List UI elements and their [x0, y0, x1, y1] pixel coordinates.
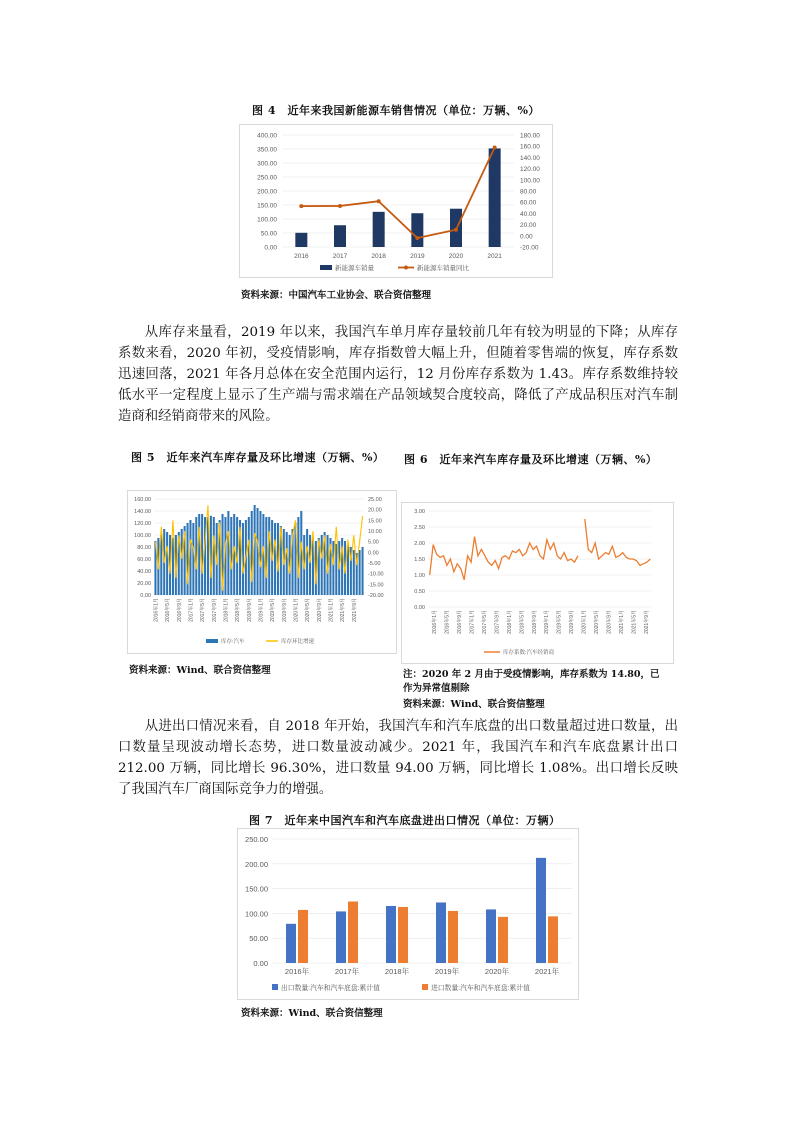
- figure7-svg: [238, 829, 578, 999]
- legend-marker-yoy: [404, 266, 408, 270]
- y-right-tick-label: 0.00: [520, 233, 533, 241]
- x-tick-label: 2018年5月: [519, 610, 526, 634]
- y-right-tick-label: 100.00: [520, 177, 540, 185]
- x-tick-label: 2019年9月: [281, 598, 288, 622]
- y-tick-label: 0.50: [414, 589, 425, 595]
- x-tick-label: 2021年9月: [643, 610, 650, 634]
- bar-inventory: [265, 517, 267, 595]
- bar-inventory: [268, 517, 270, 595]
- line-inventory-coefficient: [585, 519, 650, 565]
- point-yoy: [454, 228, 458, 232]
- y-right-tick-label: -10.00: [368, 571, 384, 578]
- bar-inventory: [286, 532, 288, 595]
- x-tick-label: 2019年5月: [270, 598, 277, 622]
- bar-export: [336, 911, 346, 963]
- bar-inventory: [359, 550, 361, 595]
- x-tick-label: 2019年1月: [258, 598, 265, 622]
- x-tick-label: 2020年9月: [606, 610, 613, 634]
- legend-label-inventory: 库存:汽车: [221, 639, 245, 645]
- bar-sales: [295, 233, 307, 247]
- figure4-caption: 图 4 近年来我国新能源车销售情况（单位：万辆、%）: [252, 104, 540, 117]
- legend-swatch-sales: [320, 265, 332, 270]
- bar-inventory: [362, 547, 364, 595]
- figure4-source: 资料来源：中国汽车工业协会、联合资信整理: [241, 290, 432, 301]
- x-tick-label: 2016年1月: [432, 610, 439, 634]
- bar-inventory: [181, 529, 183, 595]
- x-tick-label: 2020年5月: [305, 598, 312, 622]
- y-left-tick-label: 400.00: [257, 132, 277, 140]
- y-tick-label: 1.50: [414, 557, 425, 563]
- bar-export: [536, 858, 546, 963]
- paragraph-trade: [118, 716, 678, 800]
- y-right-tick-label: 180.00: [520, 132, 540, 140]
- y-left-tick-label: 200.00: [257, 188, 277, 196]
- bar-sales: [489, 148, 501, 247]
- point-yoy: [415, 236, 419, 240]
- x-tick-label: 2017: [332, 253, 348, 260]
- x-tick-label: 2017年5月: [200, 598, 207, 622]
- y-right-tick-label: 20.00: [368, 507, 382, 514]
- bar-inventory: [335, 544, 337, 595]
- paragraph-inventory-text: 从库存来量看，2019 年以来，我国汽车单月库存量较前几年有较为明显的下降；从库存系数来看，2020 年初，受疫情影响，库存指数曾大幅上升，但随着零售端的恢复，库存系数迅速回落，2021 年各月总体在安全范围内运行，12 月份库存系数为 1.43。库存系数维持较低水平一定程度上显示了生产端与需求端在产品领域契合度较高，降低了产成品积压对汽车制造商和经销商带来的风险。: [118, 325, 678, 424]
- bar-inventory: [172, 538, 174, 595]
- x-tick-label: 2021年5月: [631, 610, 638, 634]
- y-tick-label: 0.00: [414, 605, 425, 611]
- bar-sales: [373, 212, 385, 247]
- bar-inventory: [166, 532, 168, 595]
- bar-inventory: [192, 523, 194, 595]
- bar-inventory: [306, 529, 308, 595]
- y-left-tick-label: 150.00: [257, 202, 277, 210]
- x-tick-label: 2021年5月: [340, 598, 347, 622]
- x-tick-label: 2016年: [284, 967, 310, 976]
- bar-export: [386, 906, 396, 963]
- x-tick-label: 2017年9月: [494, 610, 501, 634]
- x-tick-label: 2019年: [434, 967, 460, 976]
- y-right-tick-label: 120.00: [520, 166, 540, 174]
- y-left-tick-label: 100.00: [134, 533, 151, 539]
- y-left-tick-label: 80.00: [137, 545, 151, 551]
- x-tick-label: 2017年: [334, 967, 360, 976]
- y-right-tick-label: 80.00: [520, 188, 537, 196]
- y-right-tick-label: 40.00: [520, 210, 537, 218]
- y-tick-label: 100.00: [245, 909, 268, 919]
- legend-label-export: 出口数量:汽车和汽车底盘:累计值: [281, 985, 380, 992]
- figure6-caption: 图 6 近年来汽车库存量及环比增速（万辆、%）: [404, 453, 658, 466]
- y-left-tick-label: 20.00: [137, 581, 151, 587]
- y-left-tick-label: 40.00: [137, 569, 151, 575]
- y-right-tick-label: 160.00: [520, 143, 540, 151]
- x-tick-label: 2018年1月: [223, 598, 230, 622]
- figure6-svg: [402, 503, 673, 663]
- x-tick-label: 2017年9月: [211, 598, 218, 622]
- x-tick-label: 2020年5月: [594, 610, 600, 634]
- figure5-svg: [128, 491, 396, 653]
- paragraph-inventory: [118, 322, 678, 427]
- y-right-tick-label: 140.00: [520, 154, 540, 162]
- bar-import: [548, 916, 558, 963]
- x-tick-label: 2021年1月: [618, 610, 625, 634]
- x-tick-label: 2017年1月: [188, 598, 195, 622]
- bar-inventory: [259, 511, 261, 595]
- y-tick-label: 200.00: [245, 859, 268, 869]
- y-tick-label: 0.00: [253, 959, 268, 968]
- bar-inventory: [309, 535, 311, 595]
- x-tick-label: 2016年1月: [153, 598, 160, 622]
- bar-inventory: [198, 514, 200, 595]
- figure6-note: 注：2020 年 2 月由于受疫情影响，库存系数为 14.80，已作为异常值剔除: [403, 669, 660, 694]
- y-left-tick-label: 140.00: [134, 509, 151, 515]
- y-right-tick-label: 15.00: [368, 518, 382, 525]
- x-tick-label: 2016年5月: [444, 610, 451, 634]
- y-right-tick-label: -20.00: [368, 593, 384, 599]
- bar-inventory: [251, 511, 253, 595]
- line-yoy: [301, 148, 494, 238]
- point-yoy: [338, 204, 342, 208]
- legend-label-coefficient: 库存系数:汽车经销商: [503, 650, 555, 656]
- bar-import: [398, 907, 408, 963]
- x-tick-label: 2018年1月: [506, 610, 513, 634]
- x-tick-label: 2019年5月: [556, 610, 563, 634]
- legend-swatch-export: [272, 984, 278, 990]
- x-tick-label: 2018: [371, 253, 386, 260]
- x-tick-label: 2018年: [384, 967, 410, 976]
- y-tick-label: 2.00: [414, 541, 425, 547]
- y-left-tick-label: 0.00: [264, 244, 277, 252]
- bar-export: [486, 909, 496, 963]
- bar-inventory: [353, 550, 355, 595]
- x-tick-label: 2016年9月: [176, 598, 183, 622]
- x-tick-label: 2020年: [484, 967, 510, 976]
- bar-sales: [334, 225, 346, 247]
- y-left-tick-label: 160.00: [134, 497, 151, 503]
- legend-label-yoy: 新能源车销量同比: [417, 265, 469, 272]
- paragraph-trade-text: 从进出口情况来看，自 2018 年开始，我国汽车和汽车底盘的出口数量超过进口数量，出口数量呈现波动增长态势，进口数量波动减少。2021 年，我国汽车和汽车底盘累计出口 212.00 万辆，同比增长 96.30%，进口数量 94.00 万辆，同比增长 1.08%。出口增长反映了我国汽车厂商国际竞争力的增强。: [118, 719, 678, 797]
- y-tick-label: 250.00: [245, 835, 268, 844]
- x-tick-label: 2020: [448, 253, 464, 260]
- x-tick-label: 2018年9月: [531, 610, 538, 634]
- x-tick-label: 2018年5月: [235, 598, 242, 622]
- point-yoy: [493, 146, 497, 150]
- bar-import: [298, 910, 308, 963]
- figure5-source: 资料来源：Wind、联合资信整理: [129, 665, 271, 676]
- y-left-tick-label: 100.00: [257, 216, 277, 224]
- y-right-tick-label: 60.00: [520, 199, 537, 207]
- bar-import: [498, 917, 508, 963]
- y-right-tick-label: 0.00: [368, 550, 379, 557]
- x-tick-label: 2020年9月: [316, 598, 323, 622]
- y-tick-label: 50.00: [249, 934, 268, 944]
- y-tick-label: 150.00: [245, 884, 268, 894]
- legend-swatch-import: [422, 984, 428, 990]
- bar-inventory: [274, 523, 276, 595]
- y-left-tick-label: 350.00: [257, 146, 277, 154]
- y-tick-label: 3.00: [414, 509, 425, 515]
- x-tick-label: 2020年1月: [293, 598, 300, 622]
- y-tick-label: 2.50: [414, 525, 425, 531]
- y-right-tick-label: 10.00: [368, 529, 382, 535]
- bar-inventory: [227, 511, 229, 595]
- x-tick-label: 2019年1月: [544, 610, 551, 634]
- x-tick-label: 2020年1月: [581, 610, 588, 634]
- y-left-tick-label: 0.00: [140, 593, 151, 599]
- y-right-tick-label: 25.00: [368, 497, 382, 503]
- x-tick-label: 2019年9月: [569, 610, 576, 634]
- legend-label-import: 进口数量:汽车和汽车底盘:累计值: [431, 985, 530, 992]
- bar-import: [448, 911, 458, 963]
- bar-inventory: [321, 535, 323, 595]
- figure5-caption: 图 5 近年来汽车库存量及环比增速（万辆、%）: [131, 451, 385, 464]
- y-right-tick-label: -15.00: [368, 582, 384, 589]
- x-tick-label: 2019: [410, 253, 425, 260]
- x-tick-label: 2021年9月: [351, 598, 358, 622]
- figure6-chart: [401, 502, 674, 664]
- point-yoy: [299, 204, 303, 208]
- figure4-chart: [239, 124, 553, 278]
- x-tick-label: 2018年9月: [246, 598, 253, 622]
- y-left-tick-label: 120.00: [134, 521, 151, 527]
- x-tick-label: 2017年5月: [482, 610, 488, 634]
- bar-export: [436, 902, 446, 963]
- x-tick-label: 2021: [487, 253, 502, 260]
- x-tick-label: 2021年1月: [328, 598, 335, 622]
- bar-sales: [411, 213, 423, 247]
- y-left-tick-label: 50.00: [260, 230, 277, 238]
- y-right-tick-label: 20.00: [520, 222, 537, 230]
- figure4-svg: [240, 125, 552, 277]
- bar-export: [286, 924, 296, 963]
- figure7-caption: 图 7 近年来中国汽车和汽车底盘进出口情况（单位：万辆）: [249, 814, 561, 827]
- legend-label-growth: 库存环比增速: [281, 639, 315, 645]
- y-right-tick-label: -5.00: [368, 561, 381, 567]
- y-left-tick-label: 250.00: [257, 174, 277, 182]
- x-tick-label: 2016年9月: [457, 610, 464, 634]
- y-left-tick-label: 300.00: [257, 160, 277, 168]
- y-tick-label: 1.00: [414, 573, 425, 579]
- figure6-source: 资料来源：Wind、联合资信整理: [403, 699, 545, 710]
- point-yoy: [377, 199, 381, 203]
- y-left-tick-label: 60.00: [137, 557, 151, 563]
- y-right-tick-label: 5.00: [368, 539, 379, 546]
- figure7-source: 资料来源：Wind、联合资信整理: [241, 1008, 383, 1019]
- figure5-chart: [127, 490, 397, 654]
- x-tick-label: 2017年1月: [469, 610, 476, 634]
- y-right-tick-label: -20.00: [520, 244, 539, 252]
- x-tick-label: 2016: [294, 253, 309, 260]
- x-tick-label: 2016年5月: [165, 598, 172, 622]
- legend-label-sales: 新能源车销量: [335, 265, 374, 272]
- bar-inventory: [213, 517, 215, 595]
- bar-import: [348, 901, 358, 963]
- legend-swatch-inventory: [206, 639, 218, 643]
- x-tick-label: 2021年: [534, 967, 560, 976]
- figure7-chart: [237, 828, 579, 1000]
